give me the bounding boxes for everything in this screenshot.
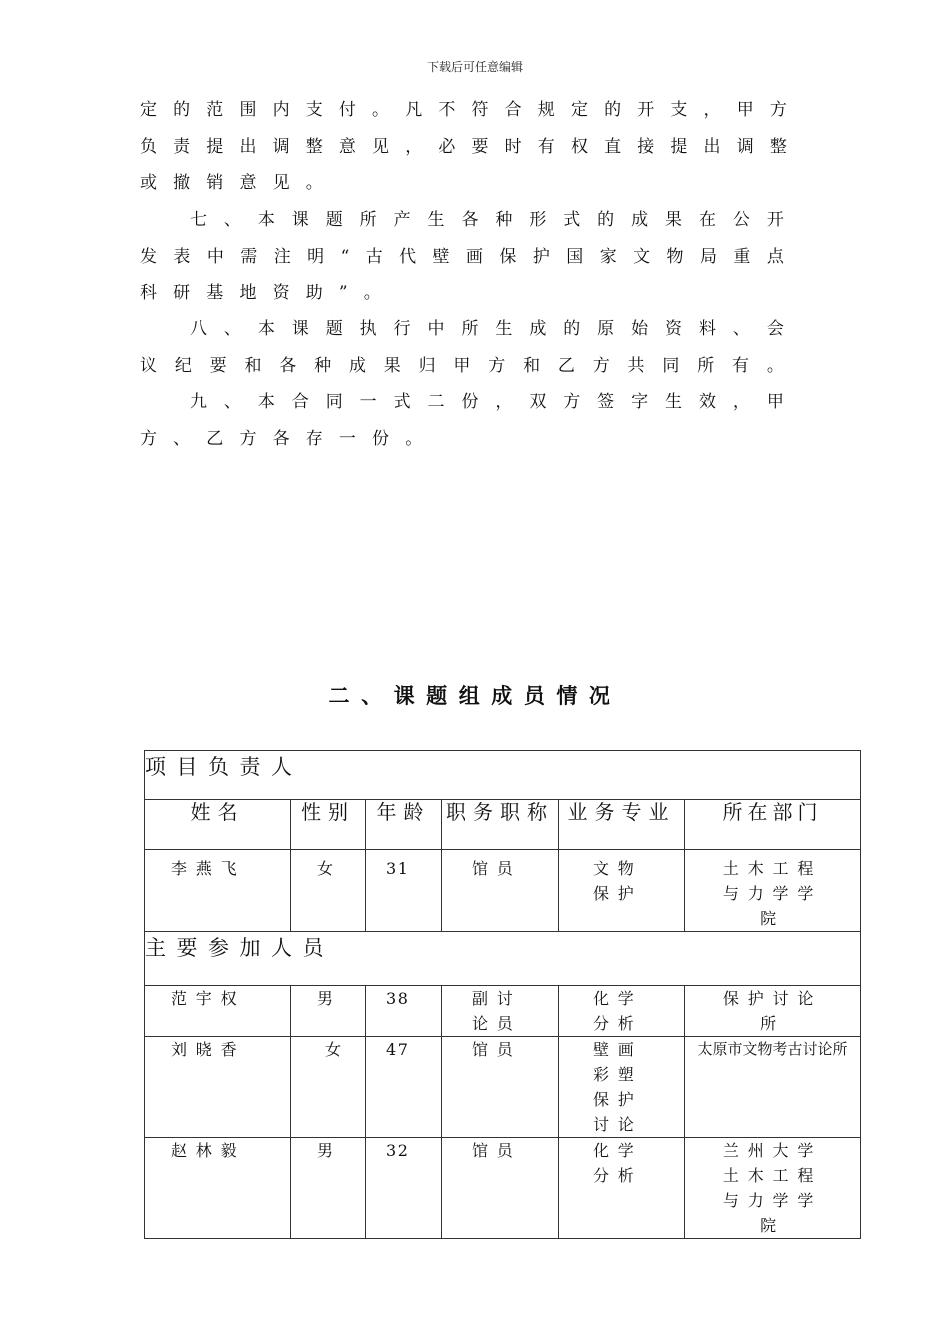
column-header: 职务职称 [442,800,559,850]
member-age: 38 [386,989,410,1008]
text-line: 或撤销意见。 [140,173,339,193]
member-title: 馆员 [472,1141,522,1160]
member-dept: 太原市文物考古讨论所 [697,1040,848,1058]
leader-group-label: 项目负责人 [145,751,861,800]
table-header-row [145,800,861,850]
member-specialty: 化学分析 [593,1141,643,1185]
leader-group-row [145,751,861,800]
text-line: 九、本合同一式二份，双方签字生效，甲 [190,392,800,412]
text-line: 八、本课题执行中所生成的原始资料、会 [190,319,800,339]
text-line: 方、乙方各存一份。 [140,428,439,449]
column-header: 所在部门 [685,800,861,850]
text-line: 科研基地资助”。 [140,283,397,303]
column-header: 性别 [291,800,366,850]
table-row [145,1037,861,1138]
members-table [144,750,861,1239]
member-age: 32 [386,1141,410,1160]
page-header: 下载后可任意编辑 [426,60,523,74]
member-title: 副讨论员 [472,989,522,1033]
column-header: 姓名 [145,800,291,850]
text-line: 发表中需注明“古代壁画保护国家文物局重点 [140,246,800,267]
member-specialty: 文物保护 [593,859,643,903]
member-name: 刘晓香 [171,1040,246,1059]
member-dept: 土木工程与力学学院 [722,859,823,928]
paragraph-9 [140,384,800,457]
member-gender: 女 [325,1040,350,1059]
text-line: 七、本课题所产生各种形式的成果在公开 [190,210,800,230]
member-title: 馆员 [472,1040,522,1059]
table-row [145,1138,861,1239]
member-age: 47 [386,1040,410,1059]
text-line: 议纪要和各种成果归甲方和乙方共同所有。 [140,355,800,376]
members-group-row [145,932,861,986]
members-group-label: 主要参加人员 [145,932,861,986]
member-specialty: 壁画彩塑保护讨论 [593,1040,643,1134]
table-row [145,986,861,1037]
member-name: 范宇权 [171,989,246,1008]
member-gender: 男 [317,1141,342,1160]
member-name: 赵林毅 [171,1141,246,1160]
member-name: 李燕飞 [171,859,246,878]
member-gender: 女 [317,859,342,878]
column-header: 年龄 [366,800,442,850]
paragraph-7 [140,202,800,312]
member-specialty: 化学分析 [593,989,643,1033]
table-row [145,850,861,932]
text-line: 定的范围内支付。凡不符合规定的开支，甲方 [140,100,803,120]
paragraph-8 [140,311,800,384]
member-gender: 男 [317,989,342,1008]
member-age: 31 [386,859,410,878]
section-title: 二、课题组成员情况 [328,684,622,708]
member-dept: 保护讨论所 [722,989,823,1033]
paragraph-6-continuation [140,92,803,202]
member-title: 馆员 [472,859,522,878]
column-header: 业务专业 [559,800,685,850]
text-line: 负责提出调整意见，必要时有权直接提出调整 [140,136,803,157]
member-dept: 兰州大学土木工程与力学学院 [722,1141,823,1235]
